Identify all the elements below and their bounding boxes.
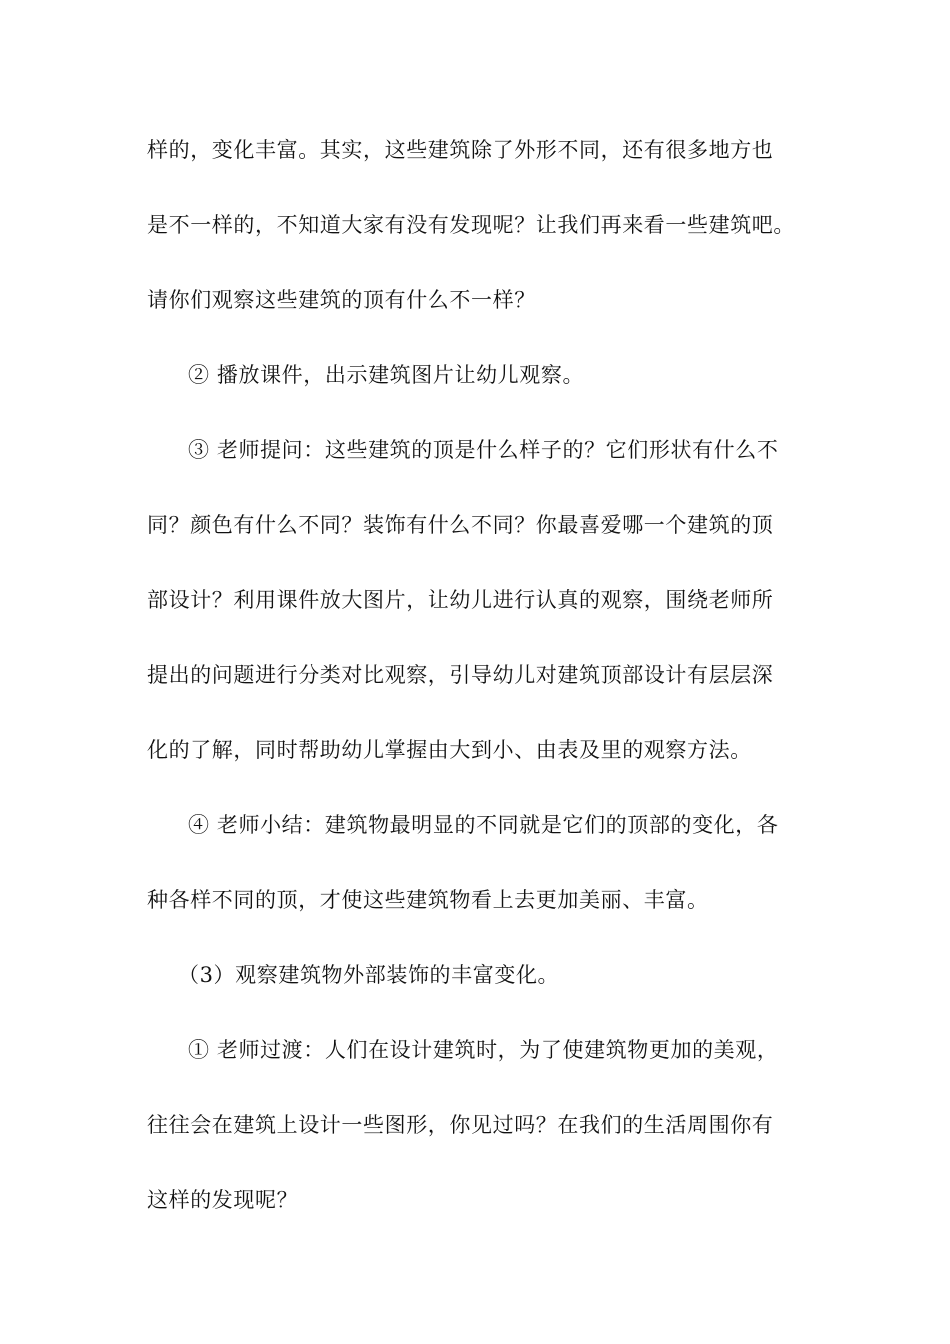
text-line-1: 样的，变化丰富。其实，这些建筑除了外形不同，还有很多地方也 — [147, 138, 774, 162]
text-line-6: 同？颜色有什么不同？装饰有什么不同？你最喜爱哪一个建筑的顶 — [147, 513, 774, 537]
text-line-15: 这样的发现呢？ — [147, 1188, 299, 1212]
text-line-8: 提出的问题进行分类对比观察，引导幼儿对建筑顶部设计有层层深 — [147, 663, 774, 687]
text-line-10: ④ 老师小结：建筑物最明显的不同就是它们的顶部的变化，各 — [188, 813, 779, 837]
text-line-4: ② 播放课件，出示建筑图片让幼儿观察。 — [188, 363, 585, 387]
text-line-13: ① 老师过渡：人们在设计建筑时，为了使建筑物更加的美观， — [188, 1038, 779, 1062]
text-line-3: 请你们观察这些建筑的顶有什么不一样？ — [147, 288, 536, 312]
text-line-9: 化的了解，同时帮助幼儿掌握由大到小、由表及里的观察方法。 — [147, 738, 752, 762]
text-line-5: ③ 老师提问：这些建筑的顶是什么样子的？它们形状有什么不 — [188, 438, 779, 462]
text-line-11: 种各样不同的顶，才使这些建筑物看上去更加美丽、丰富。 — [147, 888, 709, 912]
text-line-14: 往往会在建筑上设计一些图形，你见过吗？在我们的生活周围你有 — [147, 1113, 774, 1137]
text-line-7: 部设计？利用课件放大图片，让幼儿进行认真的观察，围绕老师所 — [147, 588, 774, 612]
section-heading: （3）观察建筑物外部装饰的丰富变化。 — [178, 963, 560, 987]
text-line-2: 是不一样的，不知道大家有没有发现呢？让我们再来看一些建筑吧。 — [147, 213, 795, 237]
